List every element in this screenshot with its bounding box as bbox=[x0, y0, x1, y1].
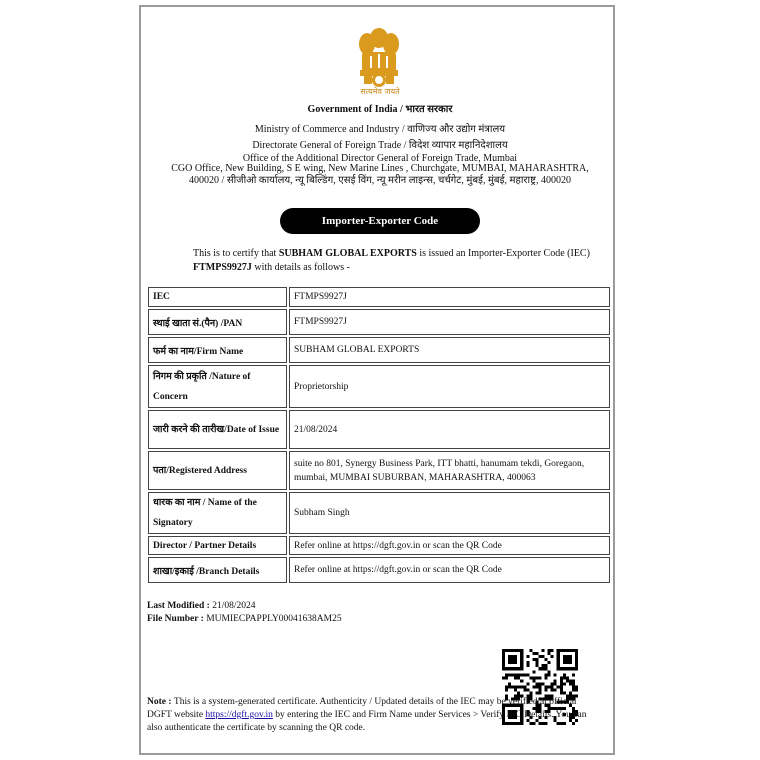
table-row bbox=[148, 410, 610, 449]
detail-label: जारी करने की तारीख/Date of Issue bbox=[148, 410, 287, 449]
detail-value: SUBHAM GLOBAL EXPORTS bbox=[289, 337, 610, 363]
note-label: Note : bbox=[147, 697, 174, 707]
table-row bbox=[148, 536, 610, 555]
note-paragraph bbox=[147, 696, 602, 735]
dgft-link[interactable]: https://dgft.gov.in bbox=[205, 710, 273, 720]
detail-label: धारक का नाम / Name of the Signatory bbox=[148, 492, 287, 534]
certification-statement bbox=[193, 247, 593, 275]
certificate-title: Importer-Exporter Code bbox=[280, 208, 480, 234]
detail-value: 21/08/2024 bbox=[289, 410, 610, 449]
table-row bbox=[148, 451, 610, 490]
detail-label: IEC bbox=[148, 287, 287, 307]
last-modified-label: Last Modified : bbox=[147, 601, 213, 611]
detail-value: Refer online at https://dgft.gov.in or scan the QR Code bbox=[289, 557, 610, 583]
detail-label: निगम की प्रकृति /Nature of Concern bbox=[148, 365, 287, 408]
table-row bbox=[148, 287, 610, 307]
detail-label: पता/Registered Address bbox=[148, 451, 287, 490]
detail-label: फर्म का नाम/Firm Name bbox=[148, 337, 287, 363]
table-row bbox=[148, 492, 610, 534]
government-title: Government of India / भारत सरकार bbox=[307, 104, 453, 115]
detail-label: Director / Partner Details bbox=[148, 536, 287, 555]
table-row bbox=[148, 365, 610, 408]
certify-firm: SUBHAM GLOBAL EXPORTS bbox=[278, 248, 417, 259]
last-modified bbox=[147, 600, 255, 612]
note-text-2: by entering the IEC and Firm Name under Services > Verify IEC Details. You can also authenticate the certificate by scanning the QR code. bbox=[147, 710, 587, 733]
office-address-line1: CGO Office, New Building, S E wing, New Marine Lines , Churchgate, MUMBAI, MAHARASHTRA, bbox=[171, 163, 589, 174]
table-row bbox=[148, 557, 610, 583]
emblem-motto: सत्यमेव जयते bbox=[360, 87, 400, 96]
note-text-1: This is a system-generated certificate. Authenticity / Updated details of the IEC may be verified at official DGFT website bbox=[147, 697, 577, 720]
file-number-label: File Number : bbox=[147, 614, 207, 624]
iec-details-table bbox=[146, 285, 612, 585]
detail-value: FTMPS9927J bbox=[289, 287, 610, 307]
detail-value: Subham Singh bbox=[289, 492, 610, 534]
detail-value: suite no 801, Synergy Business Park, ITT bhatti, hanumam tekdi, Goregaon, mumbai, MUMBAI SUBURBAN, MAHARASHTRA, 400063 bbox=[289, 451, 610, 490]
certify-prefix: This is to certify that bbox=[193, 248, 279, 259]
detail-value: Refer online at https://dgft.gov.in or scan the QR Code bbox=[289, 536, 610, 555]
detail-label: स्थाई खाता सं.(पैन) /PAN bbox=[148, 309, 287, 335]
directorate-name: Directorate General of Foreign Trade / विदेश व्यापार महानिदेशालय bbox=[252, 140, 508, 151]
table-row bbox=[148, 337, 610, 363]
certify-iec: FTMPS9927J bbox=[193, 262, 252, 273]
certify-suffix: with details as follows - bbox=[251, 262, 350, 273]
office-address-line2: 400020 / सीजीओ कार्यालय, न्यू बिल्डिंग, एसई विंग, न्यू मरीन लाइन्स, चर्चगेट, मुंबई, मुंबई, महाराष्ट्र, 400020 bbox=[189, 175, 571, 186]
file-number-value: MUMIECPAPPLY00041638AM25 bbox=[206, 614, 342, 624]
last-modified-value: 21/08/2024 bbox=[212, 601, 256, 611]
certify-middle: is issued an Importer-Exporter Code (IEC) bbox=[416, 248, 590, 259]
detail-value: FTMPS9927J bbox=[289, 309, 610, 335]
file-number bbox=[147, 613, 342, 625]
detail-label: शाखा/इकाई /Branch Details bbox=[148, 557, 287, 583]
office-name: Office of the Additional Director General of Foreign Trade, Mumbai bbox=[242, 153, 518, 164]
table-row bbox=[148, 309, 610, 335]
detail-value: Proprietorship bbox=[289, 365, 610, 408]
ministry-name: Ministry of Commerce and Industry / वाणिज्य और उद्योग मंत्रालय bbox=[254, 124, 506, 135]
